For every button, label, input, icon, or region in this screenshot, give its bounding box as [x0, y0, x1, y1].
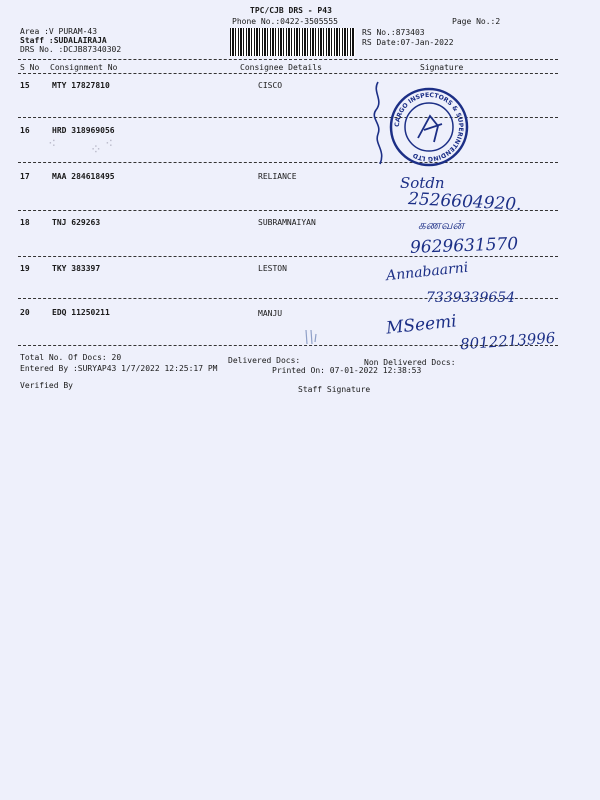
divider	[18, 73, 558, 74]
company-stamp	[388, 86, 470, 168]
row-consignment: HRD 318969056	[52, 126, 115, 135]
divider	[18, 162, 558, 163]
non-delivered-docs: Non Delivered Docs:	[364, 358, 456, 367]
handwritten-phone: 2526604920.	[407, 189, 523, 215]
staff-field: Staff :SUDALAIRAJA	[20, 36, 107, 45]
delivered-docs: Delivered Docs:	[228, 356, 301, 365]
column-header-sno: S No	[20, 63, 40, 72]
pen-mark	[302, 328, 320, 346]
row-sno: 16	[20, 126, 30, 135]
signature-name: கணவன்	[418, 218, 465, 232]
rs-number: RS No.:873403	[362, 28, 425, 37]
column-header-signature: Signature	[420, 63, 464, 72]
scan-noise: ⁖	[105, 136, 114, 152]
page-number: Page No.:2	[452, 17, 501, 26]
barcode	[230, 28, 355, 56]
signature-scribble	[368, 78, 390, 168]
row-consignment: TKY 383397	[52, 264, 101, 273]
row-consignee: MANJU	[258, 309, 283, 318]
signature-name: MSeemi	[385, 311, 458, 339]
row-consignee: SUBRAMNAIYAN	[258, 218, 316, 227]
document-title: TPC/CJB DRS - P43	[250, 6, 332, 15]
area-field: Area :V PURAM-43	[20, 27, 98, 36]
staff-signature: Staff Signature	[298, 385, 371, 394]
handwritten-phone: 8012213996	[459, 328, 556, 354]
row-consignment: MTY 17827810	[52, 81, 110, 90]
divider	[18, 117, 558, 118]
column-header-consignee: Consignee Details	[240, 63, 322, 72]
printed-on: Printed On: 07-01-2022 12:38:53	[272, 366, 422, 375]
signature-name: Sotdn	[400, 174, 445, 192]
row-sno: 18	[20, 218, 30, 227]
row-consignee: LESTON	[258, 264, 287, 273]
row-sno: 17	[20, 172, 30, 181]
row-consignee: CISCO	[258, 81, 283, 90]
row-consignee: RELIANCE	[258, 172, 297, 181]
row-consignment: MAA 284618495	[52, 172, 115, 181]
row-consignment: TNJ 629263	[52, 218, 101, 227]
stamp-text: CARGO INSPECTORS & SUPERINTENDING LTD	[393, 91, 465, 163]
column-header-consignment: Consignment No	[50, 63, 118, 72]
divider	[18, 59, 558, 60]
drs-number: DRS No. :DCJB87340302	[20, 45, 122, 54]
total-docs: Total No. Of Docs: 20	[20, 353, 122, 362]
row-sno: 19	[20, 264, 30, 273]
verified-by: Verified By	[20, 381, 73, 390]
scan-noise: ⁘	[90, 142, 102, 158]
divider	[18, 256, 558, 257]
handwritten-phone: 7339339654	[426, 290, 516, 306]
entered-by: Entered By :SURYAP43 1/7/2022 12:25:17 PM	[20, 364, 218, 373]
row-sno: 15	[20, 81, 30, 90]
rs-date: RS Date:07-Jan-2022	[362, 38, 454, 47]
signature-name: Annabaarni	[385, 259, 469, 285]
handwritten-phone: 9629631570	[409, 234, 519, 258]
row-sno: 20	[20, 308, 30, 317]
phone-number: Phone No.:0422-3505555	[232, 17, 338, 26]
scan-noise: ⁖	[48, 136, 57, 152]
row-consignment: EDQ 11250211	[52, 308, 110, 317]
divider	[18, 345, 558, 346]
